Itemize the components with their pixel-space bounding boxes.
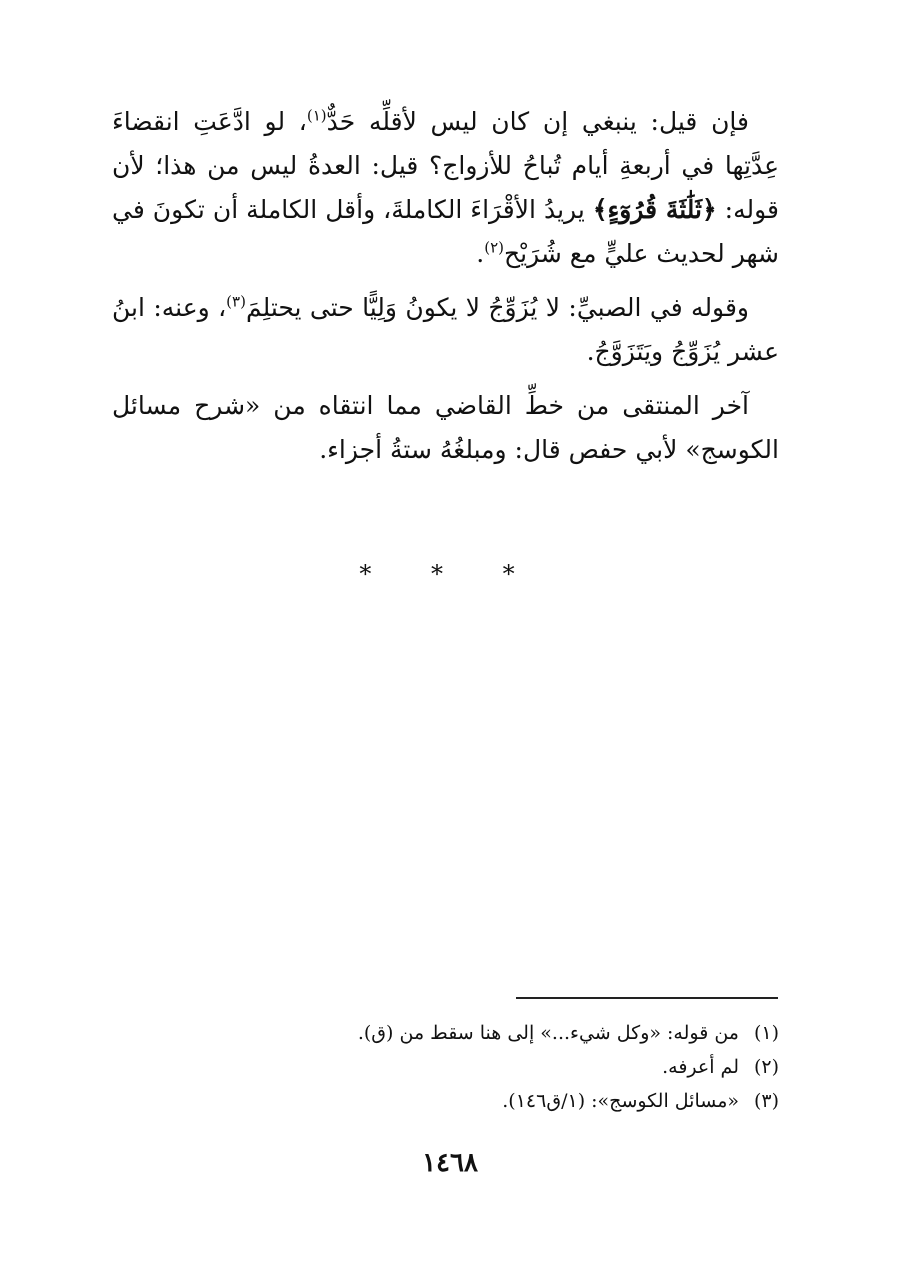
paragraph-1 [112,100,779,276]
footnote-text: «مسائل الكوسج»: (١/ق١٤٦). [502,1090,739,1112]
footnote-text: من قوله: «وكل شيء...» إلى هنا سقط من (ق). [357,1022,739,1044]
paragraph-3 [112,384,779,472]
text-segment: ، لو ادَّعَتِ انقضاءَ عِدَّتِها في أربعةِ أيام تُباحُ للأزواج؟ قيل: العدةُ ليس من هذا؛ لأن قوله: [112,107,779,224]
footnote-ref-3: (٣) [226,292,246,311]
text-segment: آخر المنتقى من خطِّ القاضي مما انتقاه من «شرح مسائل الكوسج» لأبي حفص قال: ومبلغُهُ ستةُ أجزاء. [112,391,779,464]
footnote-text: لم أعرفه. [662,1056,739,1078]
footnote-divider [516,997,778,999]
page-number: ١٤٦٨ [422,1148,478,1178]
text-segment: وقوله في الصبيِّ: لا يُزَوِّجُ لا يكونُ وَلِيًّا حتى يحتلِمَ [245,293,749,322]
text-segment: فإن قيل: ينبغي إن كان ليس لأقلِّه حَدٌّ [326,107,750,136]
main-text [112,100,779,472]
text-segment: . [476,239,485,268]
footnote-number: (٣) [753,1090,779,1112]
footnotes [112,1016,779,1118]
footnote-ref-2: (٢) [484,238,504,257]
footnote-3 [112,1084,779,1118]
quran-quote: ﴿ثَلَٰثَةَ قُرُوٓءٍ﴾ [592,195,717,224]
section-separator: * * * [359,560,541,588]
paragraph-2 [112,286,779,374]
footnote-number: (١) [753,1022,779,1044]
text-segment: ، وعنه: ابنُ عشر يُزَوِّجُ ويَتَزَوَّجُ. [112,293,779,366]
footnote-2 [112,1050,779,1084]
footnote-number: (٢) [753,1056,779,1078]
footnote-1 [112,1016,779,1050]
footnote-ref-1: (١) [306,106,327,125]
text-segment: يريدُ الأقْرَاءَ الكاملةَ، وأقل الكاملة أن تكونَ في شهر لحديث عليٍّ مع شُرَيْح [112,195,779,268]
